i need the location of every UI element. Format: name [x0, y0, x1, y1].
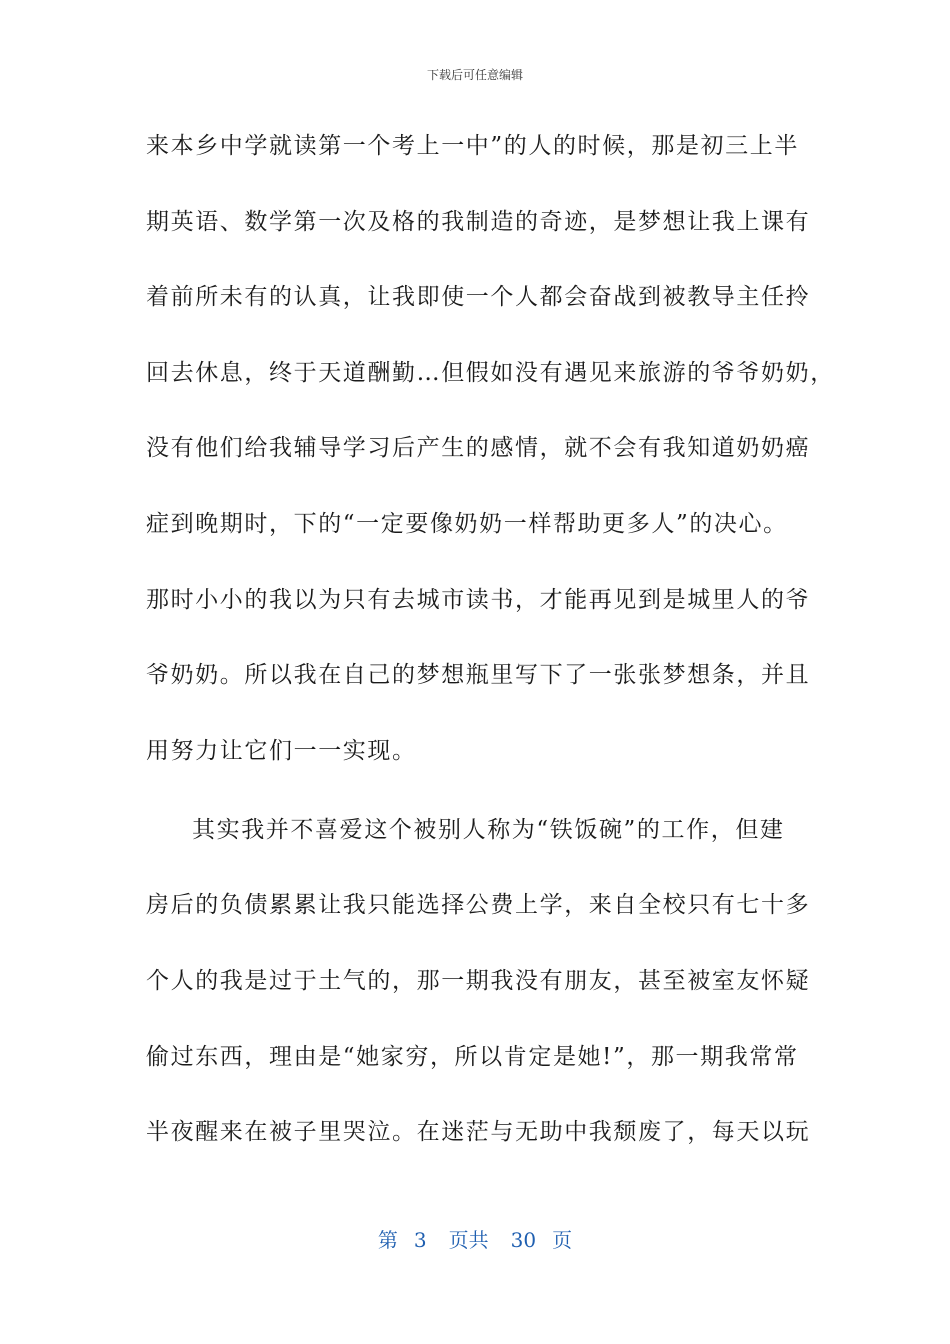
footer-total-pages: 30	[510, 1228, 537, 1252]
text-line: 回去休息，终于天道酬勤…但假如没有遇见来旅游的爷爷奶奶，	[146, 359, 835, 386]
text-line: 房后的负债累累让我只能选择公费上学，来自全校只有七十多	[146, 892, 811, 919]
text-line: 偷过东西，理由是“她家穷，所以肯定是她!”，那一期我常常	[146, 1043, 799, 1070]
page-footer	[0, 1224, 950, 1253]
text-line: 半夜醒来在被子里哭泣。在迷茫与无助中我颓废了，每天以玩	[146, 1119, 811, 1146]
text-line: 爷奶奶。所以我在自己的梦想瓶里写下了一张张梦想条，并且	[146, 662, 811, 689]
text-line: 症到晚期时，下的“一定要像奶奶一样帮助更多人”的决心。	[146, 510, 788, 537]
text-line: 来本乡中学就读第一个考上一中”的人的时候，那是初三上半	[146, 133, 799, 159]
footer-middle: 页共	[448, 1228, 489, 1252]
text-line: 没有他们给我辅导学习后产生的感情，就不会有我知道奶奶癌	[146, 435, 811, 462]
body-text	[146, 124, 835, 1186]
text-line: 个人的我是过于土气的，那一期我没有朋友，甚至被室友怀疑	[146, 967, 811, 994]
page-header: 下载后可任意编辑	[426, 68, 523, 82]
text-line: 着前所未有的认真，让我即使一个人都会奋战到被教导主任拎	[146, 284, 811, 311]
text-line: 期英语、数学第一次及格的我制造的奇迹，是梦想让我上课有	[146, 208, 811, 235]
text-line: 用努力让它们一一实现。	[146, 737, 417, 764]
footer-prefix: 第	[377, 1228, 398, 1252]
footer-suffix: 页	[552, 1228, 573, 1252]
footer-page-number: 3	[413, 1228, 427, 1252]
text-line: 那时小小的我以为只有去城市读书，才能再见到是城里人的爷	[146, 586, 811, 613]
paragraph-first-line: 其实我并不喜爱这个被别人称为“铁饭碗”的工作，但建	[192, 816, 785, 843]
